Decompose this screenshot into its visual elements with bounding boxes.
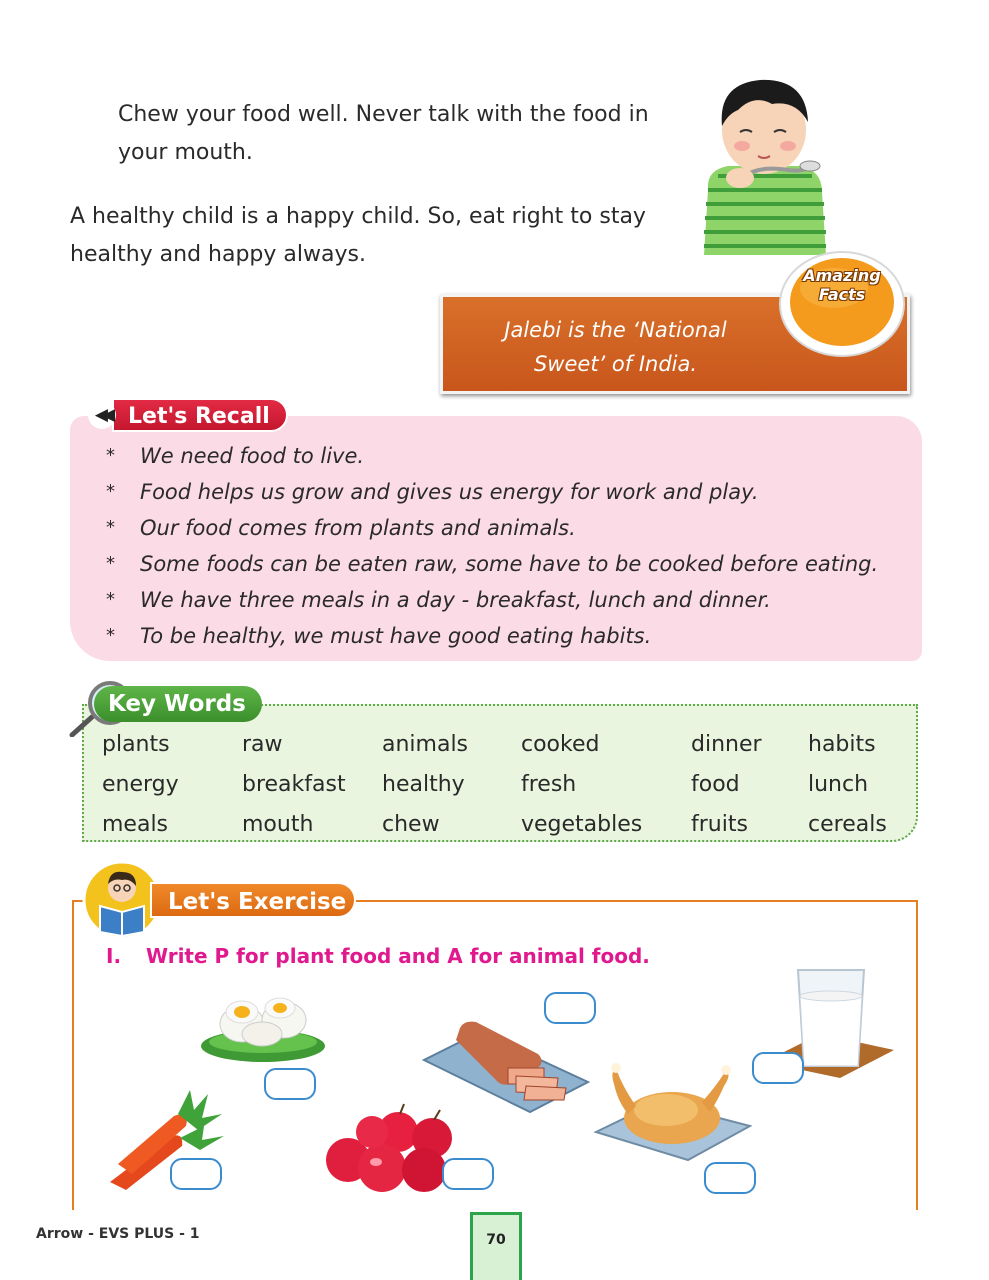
key-word: vegetables xyxy=(521,812,643,837)
key-word: animals xyxy=(382,732,469,757)
question-number: I. xyxy=(106,944,122,968)
intro-paragraph-2: A healthy child is a happy child. So, eat right to stay healthy and happy always. xyxy=(70,204,646,267)
answer-box-carrots[interactable] xyxy=(170,1158,222,1190)
answer-box-milk[interactable] xyxy=(752,1052,804,1084)
recall-heading xyxy=(88,397,294,433)
key-word: lunch xyxy=(808,772,869,797)
key-word: cereals xyxy=(808,812,887,837)
key-words-row xyxy=(102,808,902,848)
intro-paragraph-1: Chew your food well. Never talk with the food in your mouth. xyxy=(118,102,649,165)
key-word: fruits xyxy=(691,812,748,837)
key-word: plants xyxy=(102,732,170,757)
question-text: Write P for plant food and A for animal food. xyxy=(146,944,650,968)
answer-box-apples[interactable] xyxy=(442,1158,494,1190)
recall-item: * We have three meals in a day - breakfast, lunch and dinner. xyxy=(106,588,771,612)
key-word: cooked xyxy=(521,732,600,757)
page-number: 70 xyxy=(470,1212,522,1280)
key-words-grid xyxy=(102,728,902,848)
answer-box-bread[interactable] xyxy=(544,992,596,1024)
key-word: mouth xyxy=(242,812,314,837)
key-word: food xyxy=(691,772,740,797)
exercise-title: Let's Exercise xyxy=(150,882,356,918)
bread-loaf-picture xyxy=(420,1020,590,1115)
key-word: chew xyxy=(382,812,440,837)
key-words-row xyxy=(102,728,902,768)
answer-box-chicken[interactable] xyxy=(704,1162,756,1194)
key-words-title: Key Words xyxy=(94,686,262,722)
key-word: dinner xyxy=(691,732,762,757)
recall-item: * Food helps us grow and gives us energy for work and play. xyxy=(106,480,759,504)
recall-item: * Our food comes from plants and animals. xyxy=(106,516,576,540)
recall-title: Let's Recall xyxy=(112,398,288,432)
key-word: raw xyxy=(242,732,283,757)
key-word: meals xyxy=(102,812,169,837)
key-word: fresh xyxy=(521,772,577,797)
recall-item: * To be healthy, we must have good eating habits. xyxy=(106,624,652,648)
exercise-question xyxy=(106,940,650,972)
amazing-facts-badge-label: Amazing Facts xyxy=(803,266,881,304)
book-title: Arrow - EVS PLUS - 1 xyxy=(36,1226,200,1242)
roast-chicken-picture xyxy=(592,1062,752,1162)
recall-list xyxy=(106,440,878,656)
recall-item: * We need food to live. xyxy=(106,444,365,468)
rewind-icon: ◀◀ xyxy=(88,401,116,429)
key-word: healthy xyxy=(382,772,465,797)
key-word: habits xyxy=(808,732,876,757)
boiled-eggs-picture xyxy=(198,990,328,1065)
key-word: breakfast xyxy=(242,772,346,797)
answer-box-eggs[interactable] xyxy=(264,1068,316,1100)
recall-item: * Some foods can be eaten raw, some have to be cooked before eating. xyxy=(106,552,879,576)
amazing-facts-text: Jalebi is the ‘National Sweet’ of India. xyxy=(504,318,727,376)
key-word: energy xyxy=(102,772,179,797)
key-words-row xyxy=(102,768,902,808)
boy-eating-illustration xyxy=(688,70,838,255)
